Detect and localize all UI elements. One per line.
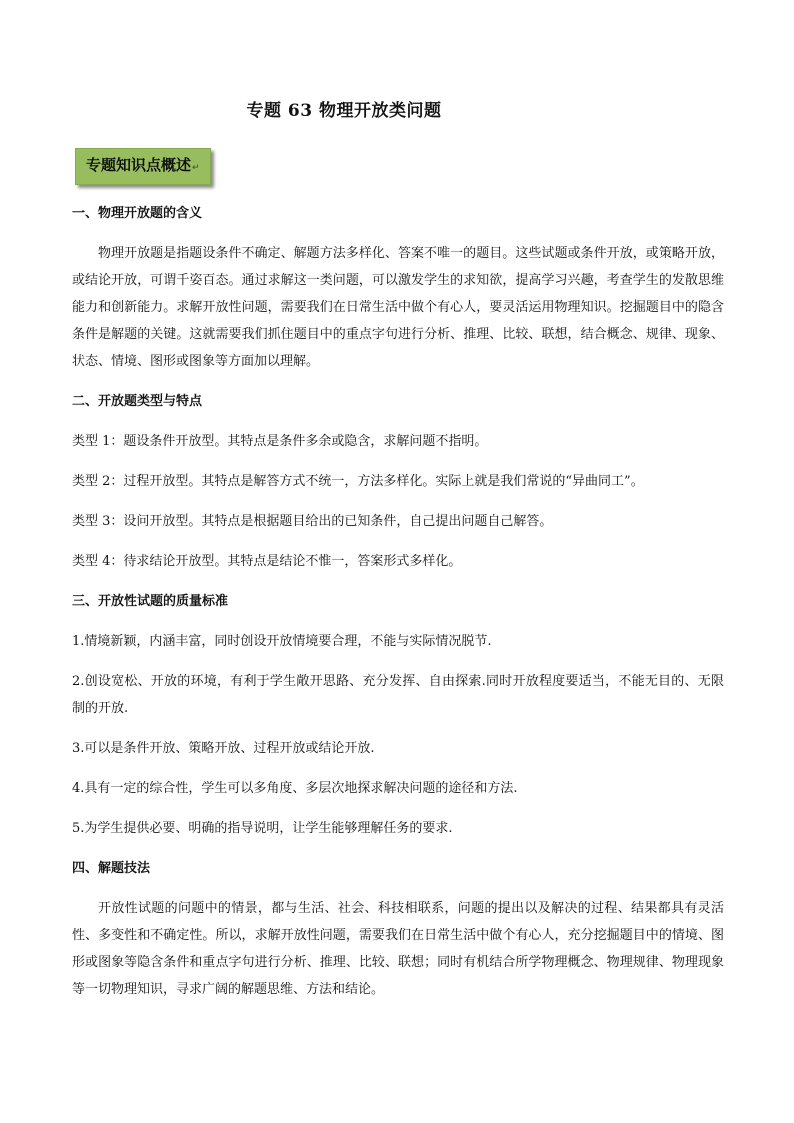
section-heading: 二、开放题类型与特点 <box>72 394 203 409</box>
section-quality-standards <box>72 588 724 842</box>
paragraph: 类型 2：过程开放型。其特点是解答方式不统一，方法多样化。实际上就是我们常说的“异曲同工”。 <box>72 474 644 489</box>
paragraph: 类型 1：题设条件开放型。其特点是条件多余或隐含，求解问题不指明。 <box>72 434 488 449</box>
paragraph: 3.可以是条件开放、策略开放、过程开放或结论开放. <box>72 741 375 756</box>
paragraph: 2.创设宽松、开放的环境，有利于学生敞开思路、充分发挥、自由探索.同时开放程度要适当，不能无目的、无限制的开放. <box>72 674 724 716</box>
section-heading: 四、解题技法 <box>72 861 151 876</box>
paragraph: 开放性试题的问题中的情景，都与生活、社会、科技相联系，问题的提出以及解决的过程、结果都具有灵活性、多变性和不确定性。所以，求解开放性问题，需要我们在日常生活中做个有心人，充分挖掘题目中的情境、图形或图象等隐含条件和重点字句进行分析、推理、比较、联想；同时有机结合所学物理概念、物理规律、物理现象等一切物理知识，寻求广阔的解题思维、方法和结论。 <box>72 901 724 997</box>
paragraph: 类型 4：待求结论开放型。其特点是结论不惟一，答案形式多样化。 <box>72 554 462 569</box>
paragraph: 类型 3：设问开放型。其特点是根据题目给出的已知条件，自己提出问题自己解答。 <box>72 514 553 529</box>
paragraph: 1.情境新颖，内涵丰富，同时创设开放情境要合理，不能与实际情况脱节. <box>72 634 492 649</box>
paragraph: 5.为学生提供必要、明确的指导说明，让学生能够理解任务的要求. <box>72 821 453 836</box>
paragraph: 物理开放题是指题设条件不确定、解题方法多样化、答案不唯一的题目。这些试题或条件开放，或策略开放，或结论开放，可谓千姿百态。通过求解这一类问题，可以激发学生的求知欲，提高学习兴趣，考查学生的发散思维能力和创新能力。求解开放性问题，需要我们在日常生活中做个有心人，要灵活运用物理知识。挖掘题目中的隐含条件是解题的关键。这就需要我们抓住题目中的重点字句进行分析、推理、比较、联想，结合概念、规律、现象、状态、情境、图形或图象等方面加以理解。 <box>72 246 724 369</box>
section-heading: 三、开放性试题的质量标准 <box>72 594 229 609</box>
section-heading: 一、物理开放题的含义 <box>72 206 203 221</box>
paragraph-mark-icon: ↵ <box>192 163 200 173</box>
badge-label: 专题知识点概述 <box>86 156 192 174</box>
section-badge <box>75 148 211 185</box>
paragraph: 4.具有一定的综合性，学生可以多角度、多层次地探求解决问题的途径和方法. <box>72 781 518 796</box>
section-techniques <box>72 855 724 1003</box>
section-types <box>72 388 724 575</box>
section-meaning <box>72 200 724 375</box>
page-title: 专题 63 物理开放类问题 <box>246 101 442 121</box>
document-body <box>72 200 724 1016</box>
